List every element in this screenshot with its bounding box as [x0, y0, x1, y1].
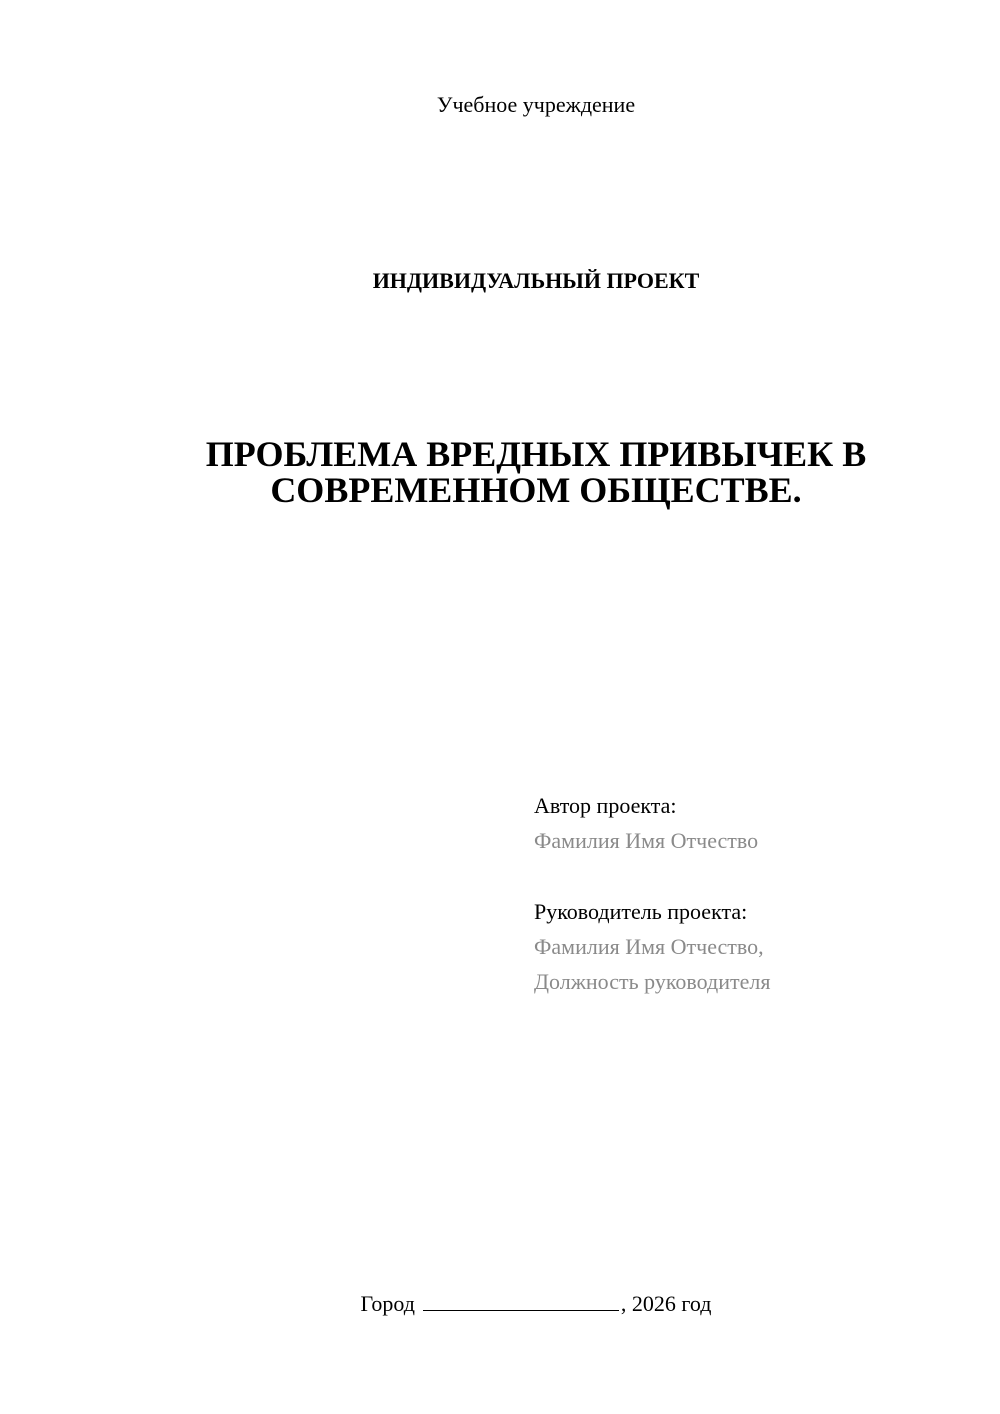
spacer	[534, 858, 974, 894]
author-label: Автор проекта:	[534, 793, 677, 818]
city-blank-line	[423, 1290, 619, 1311]
title-line-2: СОВРЕМЕННОМ ОБЩЕСТВЕ.	[270, 470, 802, 510]
year-text: , 2026 год	[620, 1291, 712, 1316]
city-label: Город	[360, 1291, 415, 1316]
project-info	[534, 788, 974, 999]
title-line-1: ПРОБЛЕМА ВРЕДНЫХ ПРИВЫЧЕК В	[205, 434, 867, 474]
city-year-line	[0, 1290, 1000, 1317]
supervisor-label: Руководитель проекта:	[534, 899, 748, 924]
supervisor-position: Должность руководителя	[534, 969, 771, 994]
project-title	[150, 436, 922, 508]
author-name: Фамилия Имя Отчество	[534, 828, 759, 853]
document-type: ИНДИВИДУАЛЬНЫЙ ПРОЕКТ	[372, 268, 700, 293]
institution-name: Учебное учреждение	[436, 92, 636, 117]
supervisor-name: Фамилия Имя Отчество,	[534, 934, 764, 959]
